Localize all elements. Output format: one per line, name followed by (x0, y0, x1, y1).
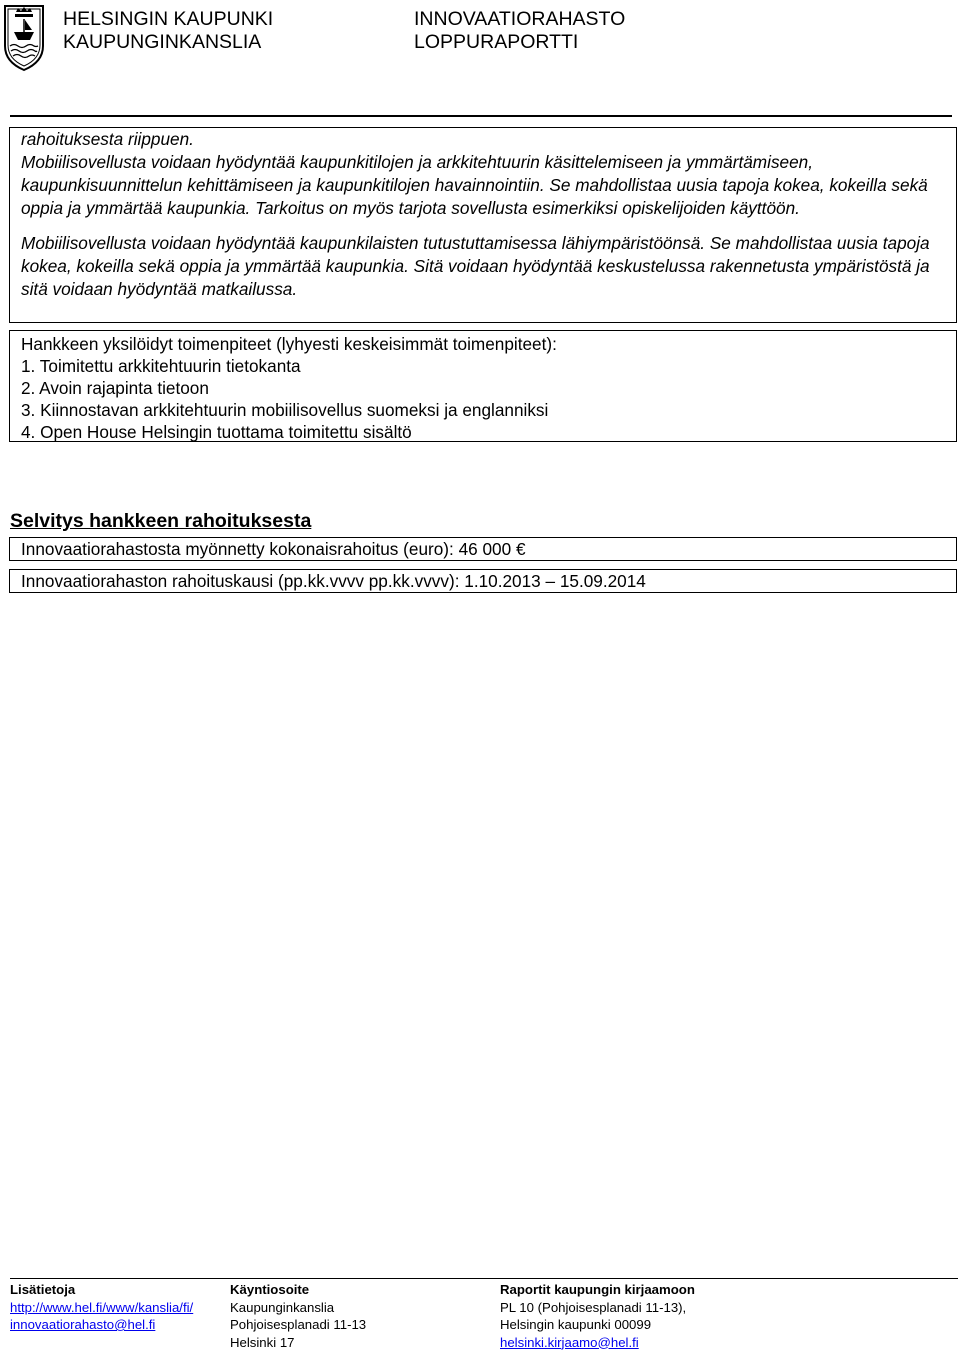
registry-address-line-1: PL 10 (Pohjoisesplanadi 11-13), (500, 1299, 695, 1317)
total-funding-value: 46 000 (459, 539, 512, 559)
footer-contact-column (10, 1281, 193, 1334)
total-funding-field (9, 537, 957, 561)
description-paragraph-2: Mobiilisovellusta voidaan hyödyntää kaupunkilaisten tutustuttamisessa lähiympäristöönsä. Se mahdollistaa uusia tapoja kokea, kokeilla sekä oppia ja ymmärtää kaupunkia. Sitä voidaan hyödyntää keskustelussa rakennetusta ympäristöstä ja sitä voidaan hyödyntää matkailussa. (21, 232, 948, 301)
footer-registry-title: Raportit kaupungin kirjaamoon (500, 1281, 695, 1299)
funding-period-label: Innovaatiorahaston rahoituskausi (pp.kk.vvvv pp.kk.vvvv): (21, 571, 459, 591)
registry-address-line-2: Helsingin kaupunki 00099 (500, 1316, 695, 1334)
funding-period-field (9, 569, 957, 593)
measures-heading: Hankkeen yksilöidyt toimenpiteet (lyhyesti keskeisimmät toimenpiteet): (21, 333, 948, 355)
org-unit: KAUPUNGINKANSLIA (63, 31, 273, 54)
measure-item-4: 4. Open House Helsingin tuottama toimitettu sisältö (21, 421, 948, 442)
header-divider (10, 115, 952, 117)
funding-period-value: 1.10.2013 – 15.09.2014 (464, 571, 646, 591)
visiting-address-line-3: Helsinki 17 (230, 1334, 366, 1351)
visiting-address-line-2: Pohjoisesplanadi 11-13 (230, 1316, 366, 1334)
euro-symbol: € (516, 539, 526, 559)
measure-item-2: 2. Avoin rajapinta tietoon (21, 377, 948, 399)
report-type: LOPPURAPORTTI (414, 31, 625, 54)
footer-visiting-column (230, 1281, 366, 1351)
measure-item-3: 3. Kiinnostavan arkkitehtuurin mobiilisovellus suomeksi ja englanniksi (21, 399, 948, 421)
org-name: HELSINGIN KAUPUNKI (63, 8, 273, 31)
footer-contact-title: Lisätietoja (10, 1281, 193, 1299)
description-paragraph-1: rahoituksesta riippuen. Mobiilisovellusta voidaan hyödyntää kaupunkitilojen ja arkkitehtuurin käsittelemiseen ja ymmärtämiseen, kaupunkisuunnittelun kehittämiseen ja kaupunkitilojen havainnointiin. Se mahdollistaa uusia tapoja kokea, kokeilla sekä oppia ja ymmärtää kaupunkia. Tarkoitus on myös tarjota sovellusta esimerkiksi opiskelijoiden käyttöön. (21, 128, 948, 220)
helsinki-crest-icon (2, 2, 46, 72)
visiting-address-line-1: Kaupunginkanslia (230, 1299, 366, 1317)
email-link[interactable]: innovaatiorahasto@hel.fi (10, 1317, 155, 1332)
footer-registry-column (500, 1281, 695, 1351)
footer-divider (10, 1278, 958, 1279)
footer-visiting-title: Käyntiosoite (230, 1281, 366, 1299)
total-funding-label: Innovaatiorahastosta myönnetty kokonaisrahoitus (euro): (21, 539, 454, 559)
org-header (63, 8, 273, 54)
project-description-box (9, 127, 957, 323)
fund-name: INNOVAATIORAHASTO (414, 8, 625, 31)
document-header (414, 8, 625, 54)
project-measures-box (9, 330, 957, 442)
registry-email-link[interactable]: helsinki.kirjaamo@hel.fi (500, 1335, 639, 1350)
measure-item-1: 1. Toimitettu arkkitehtuurin tietokanta (21, 355, 948, 377)
website-link[interactable]: http://www.hel.fi/www/kanslia/fi/ (10, 1300, 193, 1315)
funding-section-title: Selvitys hankkeen rahoituksesta (10, 510, 311, 533)
